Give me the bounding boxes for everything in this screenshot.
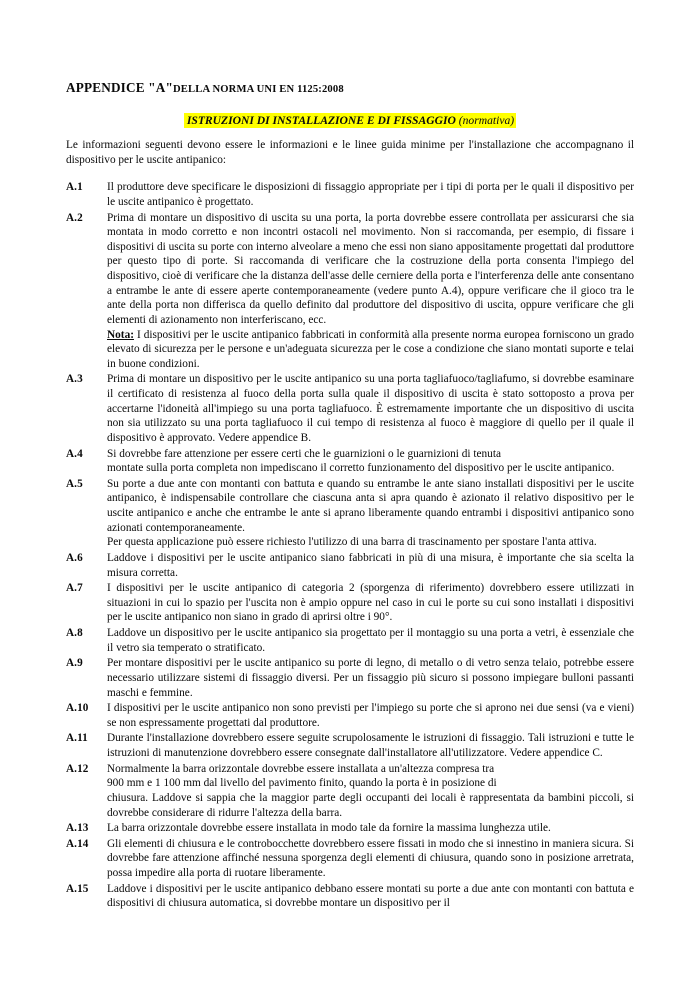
clause-item [66,882,634,911]
clause-item [66,656,634,700]
clause-body [107,211,634,372]
page-title-sub: DELLA NORMA UNI EN 1125:2008 [173,84,344,95]
clause-text: chiusura. Laddove si sappia che la maggior parte degli occupanti dei locali è rappresentata da bambini piccoli, si dovrebbe considerare di ridurre l'altezza della barra. [107,791,634,819]
clause-list [66,180,634,911]
clause-item [66,447,634,476]
clause-body [107,882,634,911]
clause-label: A.14 [66,837,89,850]
clause-label: A.6 [66,551,83,564]
section-subtitle-highlight [184,113,516,128]
clause-label: A.4 [66,447,83,460]
section-subtitle-qualifier: (normativa) [455,114,515,127]
note-label: Nota: [107,328,134,341]
clause-body [107,581,634,625]
clause-item [66,837,634,881]
section-subtitle-text: ISTRUZIONI DI INSTALLAZIONE E DI FISSAGGIO [186,114,456,127]
page-title-main: APPENDICE "A" [66,80,173,95]
clause-text: Gli elementi di chiusura e le controbocchette dovrebbero essere fissati in modo che si innestino in maniera sicura. Si dovrebbe fare attenzione affinché nessuna sporgenza degli elementi di chiusura, quando sono in posizione arretrata, possa impedire alla porta di ruotare liberamente. [107,837,634,880]
clause-text: Prima di montare un dispositivo di uscita su una porta, la porta dovrebbe essere controllata per assicurarsi che sia montata in modo corretto e non incontri ostacoli nel movimento. Non si raccomanda, per esempio, di fissare i dispositivi di uscita su porte con interno alveolare a meno che essi non siano appositamente progettati dal produttore per questo tipo di porte. Si raccomanda di verificare che la costruzione della porta consenta l'impiego del dispositivo, cioè di verificare che la distanza dell'asse delle cerniere della porta e l'interferenza delle ante consentano a entrambe le ante di essere aperte contemporaneamente (vedere punto A.4), oppure verificare che il gioco tra le ante della porta non differisca da quello definito dal produttore del dispositivo di uscita, oppure verificare che gli elementi di azionamento non interferiscano, ecc. [107,211,634,326]
clause-item [66,180,634,209]
clause-text: I dispositivi per le uscite antipanico di categoria 2 (sporgenza di riferimento) dovrebbero essere utilizzati in situazioni in cui lo spazio per l'uscita non è ampio oppure nel caso in cui le porte su cui sono installati i dispositivi per le uscite antipanico non siano in grado di aprirsi oltre i 90°. [107,582,634,624]
page-title [66,79,634,97]
clause-label: A.10 [66,702,89,715]
clause-body [107,477,634,550]
clause-body [107,837,634,881]
clause-label: A.3 [66,373,83,386]
clause-label: A.11 [66,732,88,745]
clause-text: Su porte a due ante con montanti con battuta e quando su entrambe le ante siano installati dispositivi per le uscite antipanico, è indispensabile controllare che ciascuna anta si apra quando è azionato il relativo dispositivo per le uscite antipanico e anche che entrambe le ante si aprano liberamente quando entrambi i dispositivi antipanico sono azionati contemporaneamente. [107,477,634,534]
clause-label: A.12 [66,762,89,775]
clause-text: Durante l'installazione dovrebbero essere seguite scrupolosamente le istruzioni di fissaggio. Tali istruzioni e tutte le istruzioni di manutenzione dovrebbero essere consegnate dall'installatore all'utilizzatore. Vedere appendice C. [107,732,634,760]
clause-text: Laddove i dispositivi per le uscite antipanico debbano essere montati su porte a due ante con montanti con battuta e dispositivi di chiusura automatica, si dovrebbe montare un dispositivo per il [107,882,634,910]
clause-item [66,551,634,580]
clause-body [107,180,634,209]
clause-item [66,477,634,550]
clause-label: A.13 [66,822,89,835]
clause-line: 900 mm e 1 100 mm dal livello del pavimento finito, quando la porta è in posizione di [107,777,497,790]
clause-body [107,701,634,730]
note-text: I dispositivi per le uscite antipanico fabbricati in conformità alla presente norma europea forniscono un grado elevato di sicurezza per le persone e un'adeguata sicurezza per le cose a condizione che siano montati suporte e telai in buone condizioni. [107,328,634,370]
clause-body [107,372,634,445]
clause-item [66,821,634,836]
document-body [66,138,634,912]
clause-line: Normalmente la barra orizzontale dovrebbe essere installata a un'altezza compresa tra [107,762,495,775]
clause-text: Il produttore deve specificare le disposizioni di fissaggio appropriate per i tipi di porta per le quali il dispositivo per le uscite antipanico è progettato. [107,181,634,208]
clause-label: A.1 [66,181,83,194]
clause-text: Laddove i dispositivi per le uscite antipanico siano fabbricati in più di una misura, è importante che sia scelta la misura corretta. [107,551,634,579]
clause-label: A.5 [66,477,83,490]
clause-item [66,762,634,821]
clause-item [66,372,634,445]
clause-body [107,821,634,836]
clause-text: Per montare dispositivi per le uscite antipanico su porte di legno, di metallo o di vetro senza telaio, potrebbe essere necessario utilizzare sistemi di fissaggio diversi. Per un fissaggio più sicuro si possono impiegare bulloni passanti maschi e femmine. [107,657,634,699]
clause-text: montate sulla porta completa non impediscano il corretto funzionamento del dispositivo per le uscite antipanico. [107,462,615,475]
clause-label: A.15 [66,882,89,895]
section-subtitle [66,111,634,129]
clause-item [66,731,634,760]
clause-body [107,551,634,580]
clause-body [107,626,634,655]
clause-body [107,656,634,700]
clause-label: A.8 [66,627,83,640]
clause-label: A.2 [66,211,83,224]
clause-text: I dispositivi per le uscite antipanico non sono previsti per l'impiego su porte che si aprono nei due sensi (va e vieni) se non espressamente progettati dal produttore. [107,702,634,729]
intro-paragraph: Le informazioni seguenti devono essere le informazioni e le linee guida minime per l'installazione che accompagnano il dispositivo per le uscite antipanico: [66,139,634,166]
clause-body [107,762,634,821]
clause-text: La barra orizzontale dovrebbe essere installata in modo tale da fornire la massima lunghezza utile. [107,822,551,835]
clause-note [107,328,634,372]
clause-body [107,731,634,760]
clause-line: Si dovrebbe fare attenzione per essere certi che le guarnizioni o le guarnizioni di tenuta [107,447,501,460]
clause-item [66,626,634,655]
clause-label: A.9 [66,657,83,670]
clause-body [107,447,634,476]
clause-text: Prima di montare un dispositivo per le uscite antipanico su una porta tagliafuoco/tagliafumo, si dovrebbe esaminare il certificato di resistenza al fuoco della porta sulla quale il dispositivo di uscita è stato sottoposto a prova per accertarne l'idoneità all'impiego su una porta tagliafuoco. È estremamente importante che un dispositivo di uscita non sia utilizzato su una porta tagliafuoco il cui tempo di resistenza al fuoco è maggiore di quello per il quale il dispositivo è approvato. Vedere appendice B. [107,373,634,444]
clause-extra-paragraph: Per questa applicazione può essere richiesto l'utilizzo di una barra di trascinamento per spostare l'anta attiva. [107,536,597,549]
clause-item [66,581,634,625]
clause-item [66,701,634,730]
clause-item [66,211,634,372]
clause-text: Laddove un dispositivo per le uscite antipanico sia progettato per il montaggio su una porta a vetri, è essenziale che il vetro sia temperato o stratificato. [107,627,634,654]
clause-label: A.7 [66,582,83,595]
